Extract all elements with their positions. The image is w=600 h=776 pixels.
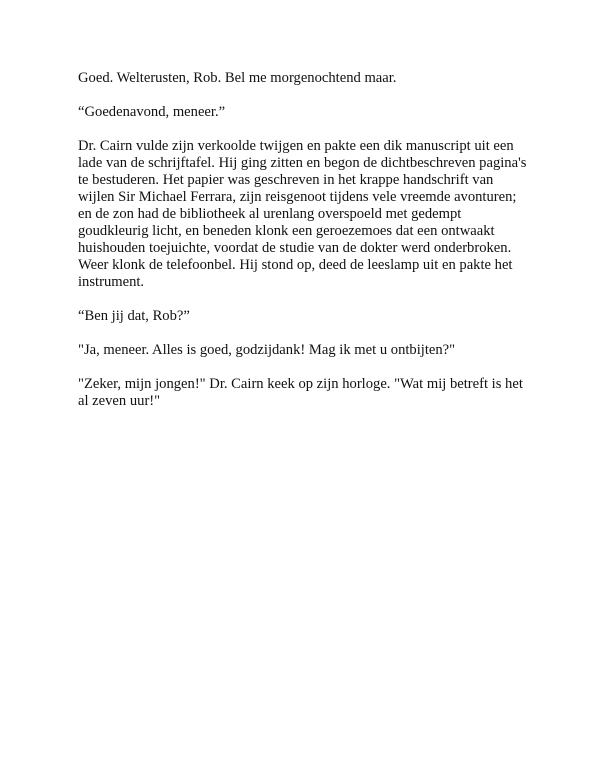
paragraph-breakfast-request: "Ja, meneer. Alles is goed, godzijdank! Mag ik met u ontbijten?": [78, 342, 456, 358]
paragraph-manuscript: Dr. Cairn vulde zijn verkoolde twijgen en pakte een dik manuscript uit een lade van de schrijftafel. Hij ging zitten en begon de dichtbeschreven pagina's te bestuderen. Het papier was geschreven in het krappe handschrift van wijlen Sir Michael Ferrara, zijn reisgenoot tijdens vele vreemde avonturen; en de zon had de bibliotheek al urenlang overspoeld met gedempt goudkleurig licht, en beneden klonk een geroezemoes dat een ontwaakt huishouden toejuichte, voordat de studie van de dokter werd onderbroken. Weer klonk de telefoonbel. Hij stond op, deed de leeslamp uit en pakte het instrument.: [78, 138, 527, 290]
paragraph-good-evening: “Goedenavond, meneer.”: [78, 104, 226, 120]
document-body: [78, 70, 528, 427]
paragraph-seven-oclock: "Zeker, mijn jongen!" Dr. Cairn keek op zijn horloge. "Wat mij betreft is het al zeven uur!": [78, 376, 523, 409]
paragraph-is-that-you: “Ben jij dat, Rob?”: [78, 308, 190, 324]
paragraph-goodnight: Goed. Welterusten, Rob. Bel me morgenochtend maar.: [78, 70, 397, 86]
